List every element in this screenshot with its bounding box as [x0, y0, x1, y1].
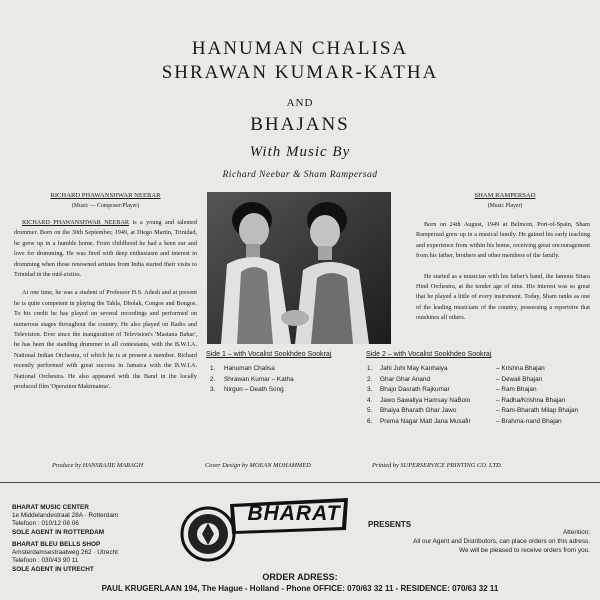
- credit-producer: Produce by HANSRAJIE MARAGH: [52, 462, 144, 469]
- track-title: Hanuman Chalisa: [224, 365, 275, 372]
- footer-divider: [0, 482, 600, 483]
- left-bio-p2: At one time, he was a student of Professor H.S. Adesh and at present he is quite competent in playing the Tabla, Dholak, Congos and Bongos. To his credit he has played on several recordings and performed on numerous stages throughout the country. He also played on Radio and Television. Ever since the inauguration of Television's 'Mastana Bahar', he has been the standing drummer to all contestants, with the B.W.I.A. National Indian Orchestra, of which he is at present a member. Richard recently performed with great success in Jamaica with the B.W.I.A. National Orchestra. He also appeared with the Band in the locally produced film 'Operation Makimaima'.: [14, 289, 197, 391]
- track-number: 3.: [210, 386, 216, 393]
- left-bio-name-lead: RICHARD PHAWANSHWAR NEEBAR: [22, 219, 130, 226]
- track-number: 1.: [367, 365, 373, 372]
- track-type: – Krishna Bhajan: [496, 365, 545, 372]
- shop-rotterdam-name: BHARAT MUSIC CENTER: [12, 504, 89, 511]
- track-type: – Radha/Krishna Bhajan: [496, 396, 566, 404]
- track-type: – Ram-Bharath Milap Bhajan: [496, 407, 579, 414]
- track-title: Prema Nagar Matt Jana Musafir: [380, 417, 471, 425]
- track-row: [210, 385, 360, 396]
- right-bio-text: [416, 220, 590, 330]
- left-bio-text: [14, 218, 197, 399]
- title-line-1: HANUMAN CHALISA: [191, 38, 409, 59]
- artists-photo-art: [207, 192, 391, 344]
- track-title: Jahi Juhi May Kanhaiya: [380, 365, 448, 372]
- right-bio-p2: He started as a musician with his father's band, the famous Sitara Hind Orchestra, at the tender age of nine. His interest was so great that he played a little of every instrument. Today, Sham ranks as one of the leading musicians of the country, possessing a repertoire that outshines all others.: [416, 272, 590, 322]
- track-row: [367, 364, 592, 375]
- track-number: 5.: [367, 407, 373, 414]
- bharat-logo-text: BHARAT: [247, 502, 341, 525]
- shop-utrecht-agent: SOLE AGENT IN UTRECHT: [12, 565, 94, 573]
- shop-utrecht-phone: Telefoon : 030/43 90 11: [12, 557, 79, 565]
- track-row: [367, 385, 592, 396]
- shop-rotterdam: [12, 504, 172, 537]
- side1-tracklist: [210, 364, 360, 396]
- right-bio-p1: Born on 24th August, 1949 at Belmont, Port-of-Spain, Sham Rampersad grew up in a musical family. He gained his early teaching and experience from within his home, receiving great encouragement from his father, brothers and other members of the family.: [416, 221, 590, 260]
- track-number: 2.: [367, 375, 373, 383]
- track-number: 6.: [367, 417, 373, 425]
- shop-utrecht-address: Amsterdamsestraatweg 262 · Utrecht: [12, 549, 118, 557]
- track-title: Shrawan Kumar – Katha: [224, 375, 294, 383]
- shop-rotterdam-agent: SOLE AGENT IN ROTTERDAM: [12, 528, 105, 536]
- side1-heading: Side 1 – with Vocalist Sookhdeo Sookraj: [206, 351, 332, 358]
- title-line-2: SHRAWAN KUMAR-KATHA: [161, 62, 439, 83]
- attention-text: All our Agent and Distributors, can place orders on this adress. We will be pleased to receive orders from you.: [413, 538, 590, 554]
- side2-tracklist: [367, 364, 592, 427]
- track-row: [367, 417, 592, 428]
- track-title: Ghar Ghar Anand: [380, 375, 431, 383]
- track-title: Bhajo Dasrath Rajkumar: [380, 386, 450, 393]
- order-heading: ORDER ADRESS:: [262, 572, 338, 582]
- track-type: – Dewali Bhajan: [496, 375, 543, 383]
- track-number: 3.: [367, 386, 373, 393]
- track-title: Jawo Sawaliya Hamsay NaBolo: [380, 396, 471, 404]
- track-number: 2.: [210, 375, 216, 383]
- presents-label: PRESENTS: [368, 520, 412, 529]
- track-title: Nirgun – Death Song: [224, 386, 284, 393]
- track-type: – Brahma-nand Bhajan: [496, 417, 562, 425]
- shop-utrecht: [12, 541, 172, 574]
- track-number: 4.: [367, 396, 373, 404]
- credit-printer: Printed by SUPERSERVICE PRINTING CO. LTD.: [372, 462, 503, 469]
- left-bio-heading: RICHARD PHAWANSHWAR NEEBAR: [50, 192, 161, 199]
- right-bio-heading: SHAM RAMPERSAD: [474, 192, 536, 199]
- track-row: [210, 364, 360, 375]
- track-type: – Ram Bhajan: [496, 386, 537, 393]
- shop-utrecht-name: BHARAT BLEU BELLS SHOP: [12, 541, 101, 548]
- right-bio-role: (Music Player): [487, 203, 523, 209]
- credit-cover: Cover Design by MOEAN MOHAMMED: [205, 462, 311, 469]
- track-row: [210, 375, 360, 386]
- side2-heading: Side 2 – with Vocalist Sookhdeo Sookraj: [366, 351, 492, 358]
- track-row: [367, 406, 592, 417]
- shop-rotterdam-address: 1e Middelandestraat 28A · Rotterdam: [12, 512, 119, 520]
- track-number: 1.: [210, 365, 216, 372]
- title-line-4: BHAJANS: [250, 114, 350, 135]
- track-row: [367, 375, 592, 386]
- title-line-3: AND: [286, 97, 314, 109]
- left-bio-p1: is a young and talented drummer. Born on the 30th September, 1949, at Diego Martin, Trinidad, he grew up in a humble home. From childhood he had a keen ear and love for drumming. He was fired with deep enthusiasm and interest in drumming when those renowned artistes from India started their visits to Trinidad in the mid-sixties.: [14, 219, 197, 279]
- attention-label: Attention:: [562, 529, 590, 536]
- bharat-logo: [180, 490, 360, 574]
- shop-rotterdam-phone: Telefoon : 010/12 08 06: [12, 520, 79, 528]
- track-title: Bhaiya Bharath Ghar Jawo: [380, 407, 457, 414]
- artists-line: Richard Neebar & Sham Rampersad: [222, 170, 378, 180]
- artists-photo: [207, 192, 391, 344]
- left-bio-role: (Music — Composer/Player): [71, 203, 140, 209]
- order-address: PAUL KRUGERLAAN 194, The Hague - Holland - Phone OFFICE: 070/63 32 11 - RESIDENCE: 070/63 32 11: [101, 584, 499, 593]
- with-music-by: With Music By: [249, 144, 351, 160]
- track-row: [367, 396, 592, 407]
